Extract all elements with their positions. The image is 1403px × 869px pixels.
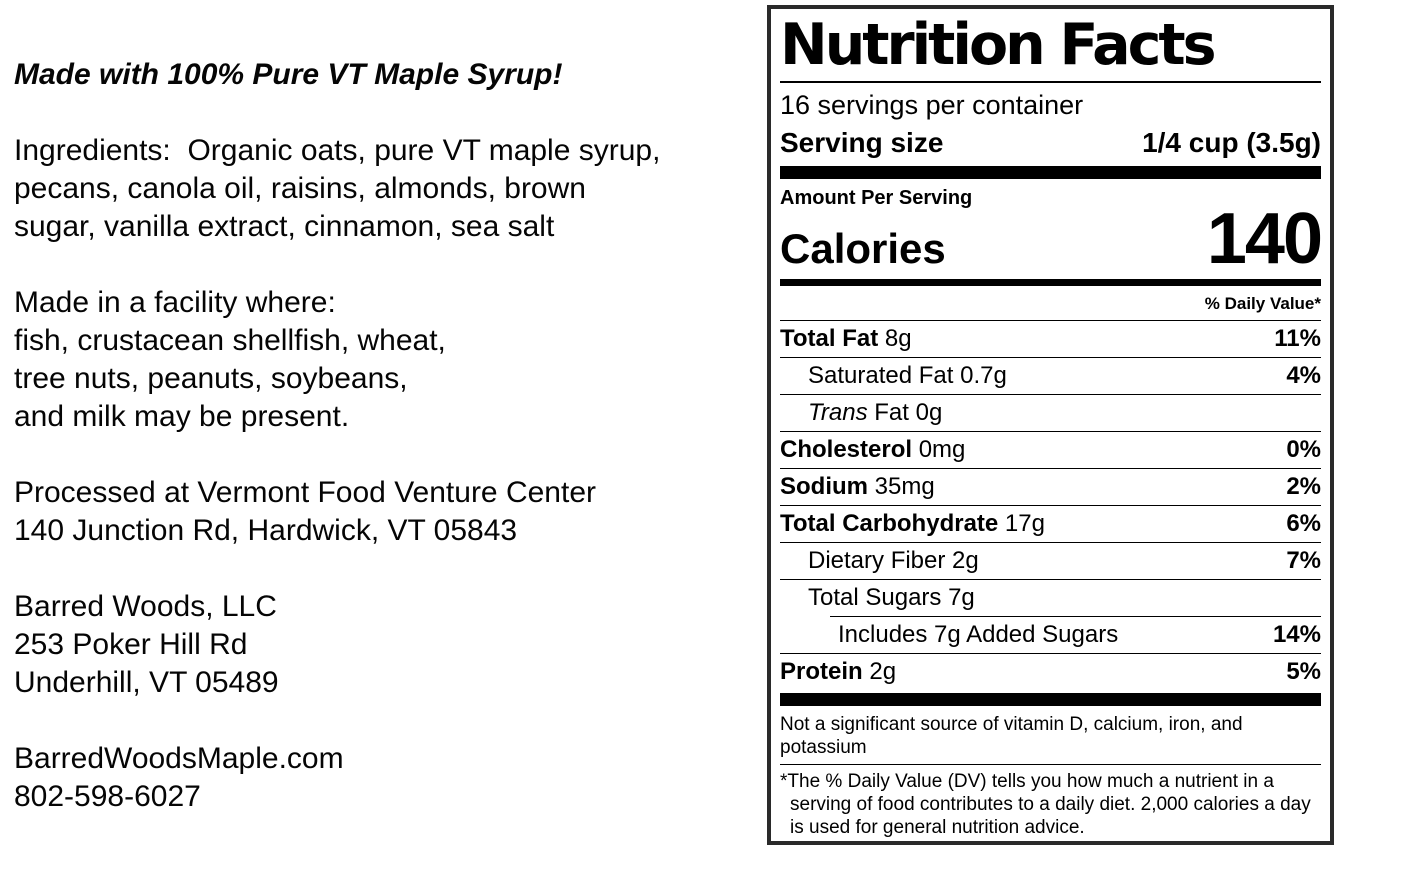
- label-left-column: [14, 56, 759, 854]
- ingredients-line: pecans, canola oil, raisins, almonds, brown: [14, 172, 586, 205]
- nutrient-dv: 4%: [1286, 362, 1321, 389]
- company-line: 253 Poker Hill Rd: [14, 628, 248, 661]
- nutrient-dv: 2%: [1286, 473, 1321, 500]
- tagline: Made with 100% Pure VT Maple Syrup!: [14, 58, 563, 91]
- daily-value-header: % Daily Value*: [780, 289, 1321, 321]
- nutrient-dv: 11%: [1274, 325, 1321, 352]
- calories-value: 140: [1206, 199, 1321, 279]
- daily-value-footnote: [780, 765, 1321, 839]
- nutrient-name-amount: Includes 7g Added Sugars: [838, 621, 1119, 648]
- nutrient-name-amount: Sodium 35mg: [780, 473, 935, 500]
- nutrient-dv: 0%: [1286, 436, 1321, 463]
- nutrient-name-amount: Total Sugars 7g: [808, 584, 975, 611]
- not-significant-note: Not a significant source of vitamin D, calcium, iron, and potassium: [780, 709, 1321, 765]
- nutrient-row-added-sugars: [780, 617, 1321, 654]
- nutrient-row-total-sugars: [780, 580, 1321, 616]
- allergen-line: Made in a facility where:: [14, 286, 336, 319]
- nutrient-name-amount: Total Carbohydrate 17g: [780, 510, 1045, 537]
- medium-separator: [780, 279, 1321, 286]
- nutrient-row-dietary-fiber: [780, 543, 1321, 580]
- nutrient-dv: 5%: [1286, 658, 1321, 685]
- company-line: Underhill, VT 05489: [14, 666, 279, 699]
- processor-line: 140 Junction Rd, Hardwick, VT 05843: [14, 514, 518, 547]
- serving-size-label: Serving size: [780, 127, 944, 158]
- allergen-paragraph: [14, 284, 759, 436]
- nutrient-row-total-fat: [780, 321, 1321, 358]
- allergen-line: tree nuts, peanuts, soybeans,: [14, 362, 408, 395]
- company-paragraph: [14, 588, 759, 702]
- processor-paragraph: [14, 474, 759, 550]
- allergen-line: and milk may be present.: [14, 400, 350, 433]
- processor-line: Processed at Vermont Food Venture Center: [14, 476, 596, 509]
- serving-size-row: [780, 123, 1321, 163]
- website: BarredWoodsMaple.com: [14, 742, 344, 775]
- contact-paragraph: [14, 740, 759, 816]
- serving-size-value: 1/4 cup (3.5g): [1142, 127, 1321, 158]
- nutrient-name-amount: Dietary Fiber 2g: [808, 547, 979, 574]
- ingredients-line: sugar, vanilla extract, cinnamon, sea salt: [14, 210, 555, 243]
- nutrient-name-amount: Protein 2g: [780, 658, 897, 685]
- ingredients-paragraph: [14, 132, 759, 246]
- calories-row: [780, 199, 1321, 279]
- nutrient-dv: 7%: [1286, 547, 1321, 574]
- nutrient-name-amount: Total Fat 8g: [780, 325, 912, 352]
- allergen-line: fish, crustacean shellfish, wheat,: [14, 324, 446, 357]
- nutrient-name-amount: Trans Fat 0g: [808, 399, 943, 426]
- servings-per-container: 16 servings per container: [780, 90, 1084, 120]
- nutrition-facts-title: Nutrition Facts: [780, 11, 1321, 83]
- nutrient-row-saturated-fat: [780, 358, 1321, 395]
- nutrient-row-total-carbohydrate: [780, 506, 1321, 543]
- phone-number: 802-598-6027: [14, 780, 201, 813]
- thick-separator: [780, 693, 1321, 706]
- nutrient-dv: 14%: [1272, 621, 1321, 648]
- nutrient-row-sodium: [780, 469, 1321, 506]
- nutrient-row-protein: [780, 654, 1321, 690]
- nutrient-name-amount: Cholesterol 0mg: [780, 436, 966, 463]
- nutrient-row-trans-fat: [780, 395, 1321, 432]
- calories-label: Calories: [780, 225, 946, 272]
- nutrient-dv: 6%: [1286, 510, 1321, 537]
- footnote-text: The % Daily Value (DV) tells you how much a nutrient in a serving of food contributes to a daily diet. 2,000 calories a day is used for general nutrition advice.: [787, 771, 1311, 838]
- nutrition-facts-panel: [767, 5, 1334, 845]
- thick-separator: [780, 166, 1321, 179]
- footnote-asterisk: *: [780, 771, 788, 792]
- ingredients-line: Ingredients: Organic oats, pure VT maple syrup,: [14, 134, 661, 167]
- nutrient-row-cholesterol: [780, 432, 1321, 469]
- company-line: Barred Woods, LLC: [14, 590, 277, 623]
- nutrient-name-amount: Saturated Fat 0.7g: [808, 362, 1007, 389]
- amount-per-serving-label: Amount Per Serving: [780, 187, 973, 209]
